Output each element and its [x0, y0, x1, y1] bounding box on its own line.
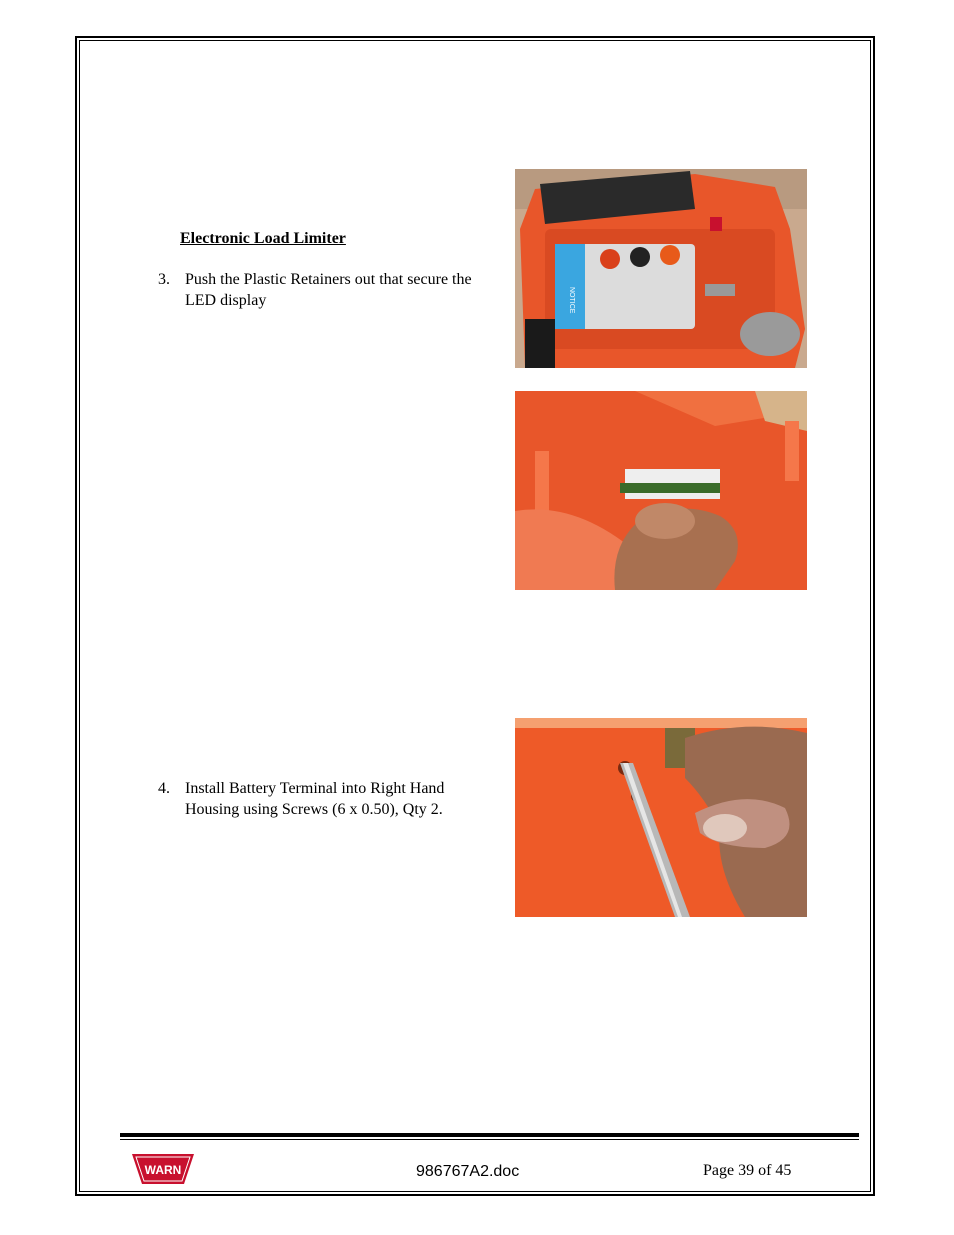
- step-3: [158, 269, 488, 311]
- photo-led-board-removal: [515, 391, 807, 590]
- step-text: Install Battery Terminal into Right Hand Housing using Screws (6 x 0.50), Qty 2.: [185, 780, 445, 818]
- logo-text: WARN: [144, 1163, 182, 1177]
- section-title: Electronic Load Limiter: [180, 230, 346, 247]
- footer-rule-thin: [120, 1139, 859, 1140]
- step-text: Push the Plastic Retainers out that secure the LED display: [185, 271, 472, 309]
- step-4: [158, 778, 488, 820]
- step-number: 3.: [158, 271, 170, 288]
- step-number: 4.: [158, 780, 170, 797]
- photo-battery-terminal-install: [515, 718, 807, 917]
- notice-label: NOTICE: [568, 287, 575, 314]
- photo-led-display-housing: [515, 169, 807, 368]
- footer-rule: [120, 1133, 859, 1137]
- document-filename: 986767A2.doc: [416, 1163, 520, 1180]
- warn-logo: [132, 1154, 194, 1184]
- page-number: Page 39 of 45: [703, 1162, 792, 1179]
